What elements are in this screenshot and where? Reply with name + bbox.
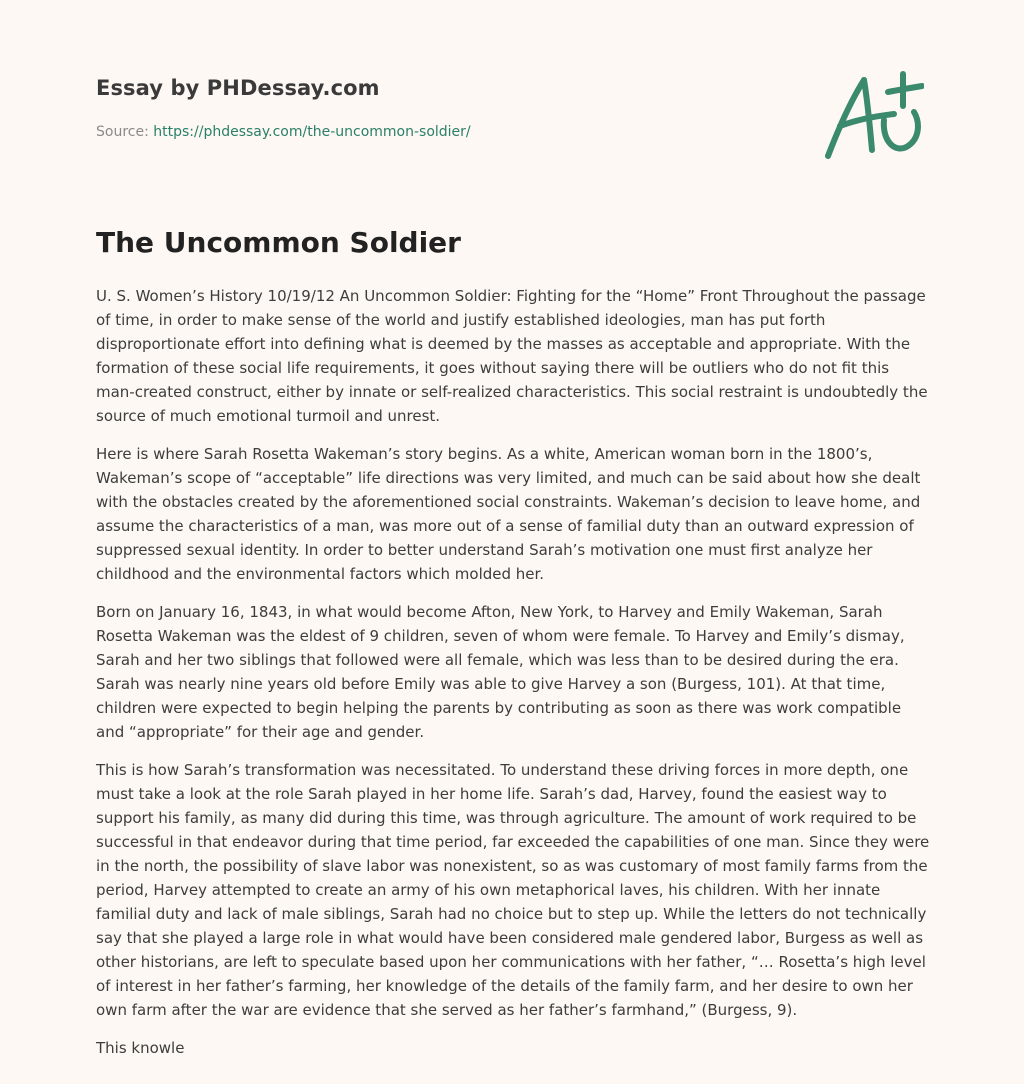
essay-paragraph: U. S. Women’s History 10/19/12 An Uncommon Soldier: Fighting for the “Home” Front Throughout the passage of time, in order to make sense of the world and justify established ideologies, man has put forth disproportionate effort into defining what is deemed by the masses as acceptable and appropriate. With the formation of these social life requirements, it goes without saying there will be outliers who do not fit this man-created construct, either by innate or self-realized characteristics. This social restraint is undoubtedly the source of much emotional turmoil and unrest. bbox=[96, 287, 928, 425]
source-link[interactable]: https://phdessay.com/the-uncommon-soldier/ bbox=[153, 124, 471, 140]
essay-body bbox=[96, 284, 930, 1074]
essay-paragraph: This knowle bbox=[96, 1039, 185, 1057]
source-line bbox=[96, 124, 471, 140]
essay-title: The Uncommon Soldier bbox=[96, 226, 461, 259]
source-label: Source: bbox=[96, 124, 149, 140]
essay-paragraph: Here is where Sarah Rosetta Wakeman’s story begins. As a white, American woman born in the 1800’s, Wakeman’s scope of “acceptable” life directions was very limited, and much can be said about how she dealt with the obstacles created by the aforementioned social constraints. Wakeman’s decision to leave home, and assume the characteristics of a man, was more out of a sense of familial duty than an outward expression of suppressed sexual identity. In order to better understand Sarah’s motivation one must first analyze her childhood and the environmental factors which molded her. bbox=[96, 445, 921, 583]
essay-paragraph: This is how Sarah’s transformation was necessitated. To understand these driving forces in more depth, one must take a look at the role Sarah played in her home life. Sarah’s dad, Harvey, found the easiest way to support his family, as many did during this time, was through agriculture. The amount of work required to be successful in that endeavor during that time period, far exceeded the capabilities of one man. Since they were in the north, the possibility of slave labor was nonexistent, so as was customary of most family farms from the period, Harvey attempted to create an army of his own metaphorical laves, his children. With her innate familial duty and lack of male siblings, Sarah had no choice but to step up. While the letters do not technically say that she played a large role in what would have been considered male gendered labor, Burgess as well as other historians, are left to speculate based upon her communications with her father, “… Rosetta’s high level of interest in her father’s farming, her knowledge of the details of the family farm, and her desire to own her own farm after the war are evidence that she served as her father’s farmhand,” (Burgess, 9). bbox=[96, 761, 930, 1019]
essay-paragraph: Born on January 16, 1843, in what would become Afton, New York, to Harvey and Emily Wakeman, Sarah Rosetta Wakeman was the eldest of 9 children, seven of whom were female. To Harvey and Emily’s dismay, Sarah and her two siblings that followed were all female, which was less than to be desired during the era. Sarah was nearly nine years old before Emily was able to give Harvey a son (Burgess, 101). At that time, children were expected to begin helping the parents by contributing as soon as there was work compatible and “appropriate” for their age and gender. bbox=[96, 603, 905, 741]
essay-page bbox=[96, 0, 930, 1084]
a-plus-logo-icon bbox=[824, 68, 924, 164]
site-title: Essay by PHDessay.com bbox=[96, 76, 380, 100]
